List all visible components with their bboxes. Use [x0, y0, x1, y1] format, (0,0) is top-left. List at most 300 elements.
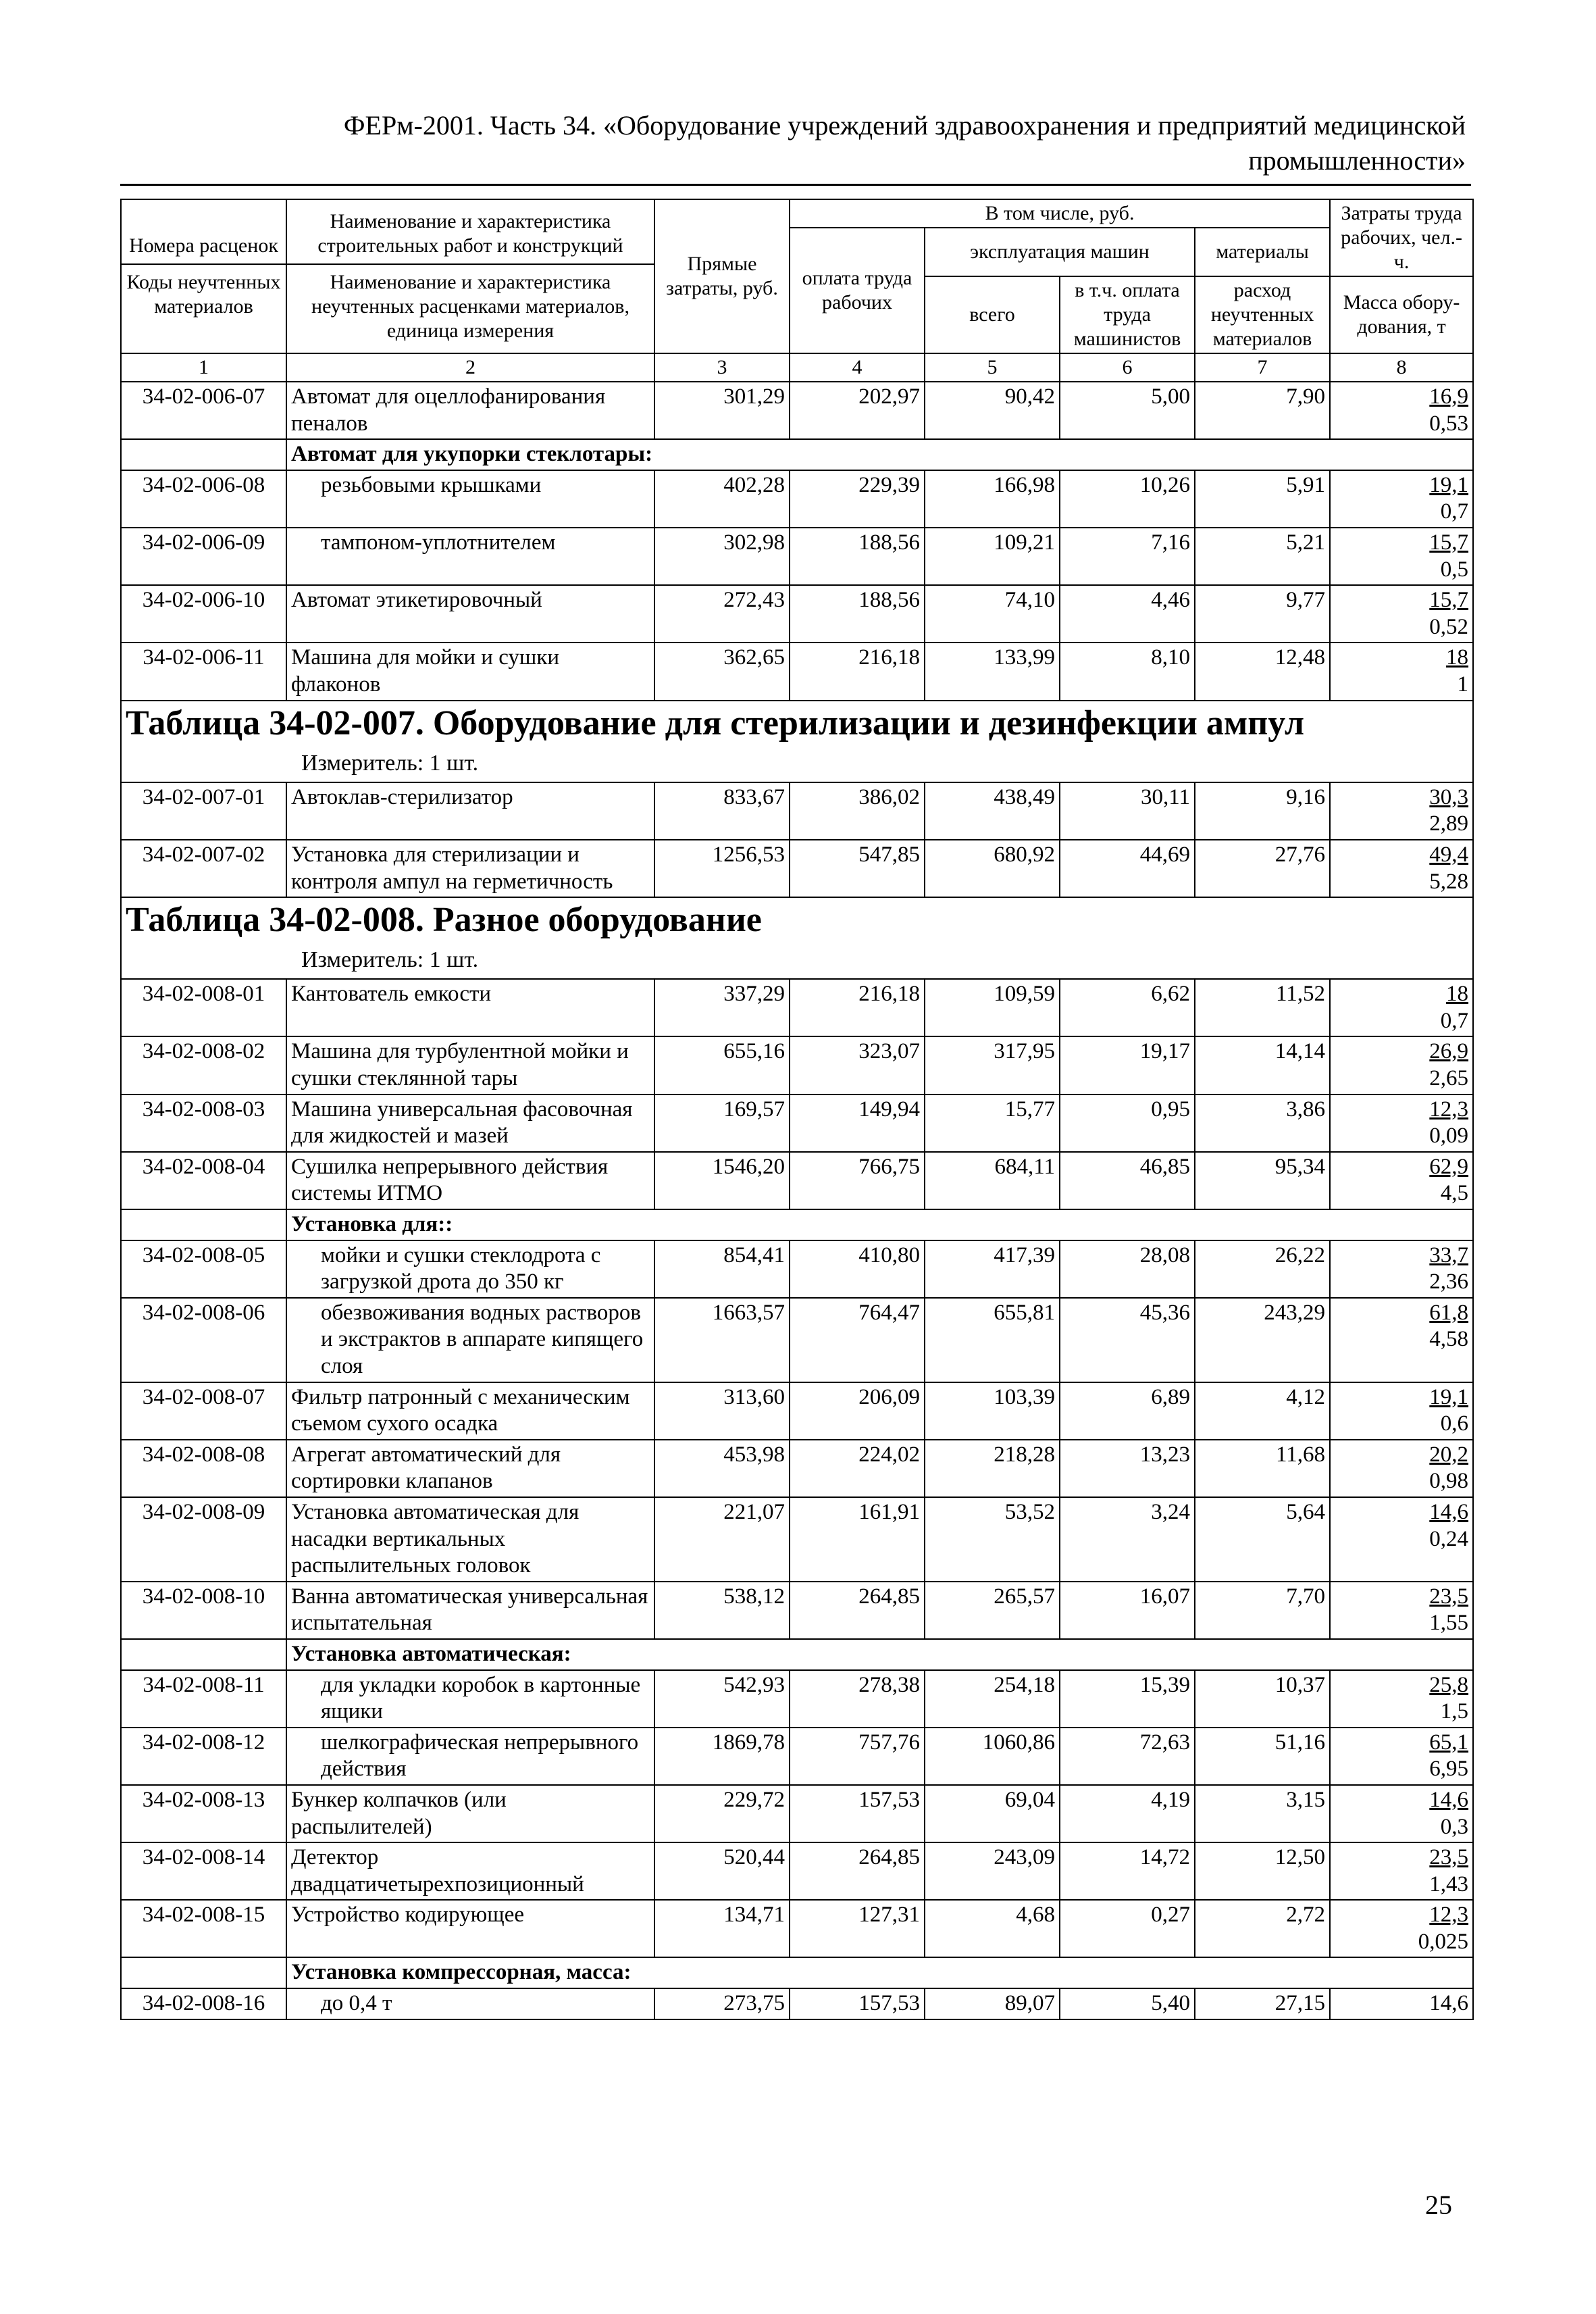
materials-cost: 27,76: [1195, 840, 1330, 897]
work-name: Сушилка непрерывного действия системы ИТМО: [286, 1152, 654, 1209]
labor-and-mass: [1330, 1298, 1473, 1382]
machinist-pay: 15,39: [1060, 1670, 1195, 1728]
col-header-codes-b: Коды неучтенных материалов: [126, 271, 281, 318]
table-row: [121, 1298, 1473, 1382]
labor-pay: 229,39: [790, 470, 925, 528]
equipment-mass: 1,55: [1429, 1611, 1469, 1636]
machinist-pay: 4,46: [1060, 585, 1195, 643]
labor-and-mass: [1330, 470, 1473, 528]
group-heading-row: [121, 1639, 1473, 1670]
direct-cost: 272,43: [654, 585, 790, 643]
labor-and-mass: [1330, 979, 1473, 1036]
labor-pay: 127,31: [790, 1900, 925, 1957]
labor-and-mass: [1330, 1240, 1473, 1298]
table-row: [121, 1785, 1473, 1842]
materials-cost: 7,90: [1195, 382, 1330, 439]
rate-code: 34-02-008-09: [121, 1497, 286, 1582]
table-header: [121, 199, 1473, 382]
labor-hours: 19,1: [1429, 472, 1469, 497]
work-name: тампоном-уплотнителем: [286, 528, 654, 585]
table-row: [121, 1440, 1473, 1497]
group-heading: Установка компрессорная, масса:: [286, 1957, 1473, 1988]
labor-hours: 26,9: [1429, 1039, 1469, 1064]
machinist-pay: 6,89: [1060, 1382, 1195, 1440]
table-row: [121, 643, 1473, 700]
section-34-02-006: [121, 382, 1473, 701]
header-line-2: промышленности»: [1248, 145, 1466, 176]
materials-cost: 12,50: [1195, 1842, 1330, 1900]
group-heading-row: [121, 439, 1473, 470]
equipment-mass: 0,7: [1440, 499, 1469, 524]
machine-cost: 218,28: [925, 1440, 1060, 1497]
labor-and-mass: [1330, 1497, 1473, 1582]
labor-hours: 19,1: [1429, 1384, 1469, 1409]
table-row: [121, 782, 1473, 840]
rate-code: 34-02-008-10: [121, 1582, 286, 1639]
direct-cost: 453,98: [654, 1440, 790, 1497]
machinist-pay: 8,10: [1060, 643, 1195, 700]
col-number-3: 3: [654, 353, 790, 382]
materials-cost: 9,16: [1195, 782, 1330, 840]
machine-cost: 317,95: [925, 1036, 1060, 1094]
labor-hours: 25,8: [1429, 1672, 1469, 1697]
table-title-cell: [121, 897, 1473, 979]
labor-hours: 12,3: [1429, 1097, 1469, 1122]
materials-cost: 243,29: [1195, 1298, 1330, 1382]
labor-pay: 149,94: [790, 1095, 925, 1152]
labor-hours: 23,5: [1429, 1584, 1469, 1609]
equipment-mass: 0,98: [1429, 1469, 1469, 1494]
labor-and-mass: [1330, 782, 1473, 840]
machine-cost: 15,77: [925, 1095, 1060, 1152]
rate-code: 34-02-007-01: [121, 782, 286, 840]
materials-cost: 5,64: [1195, 1497, 1330, 1582]
labor-pay: 323,07: [790, 1036, 925, 1094]
machinist-pay: 6,62: [1060, 979, 1195, 1036]
rate-code: 34-02-006-11: [121, 643, 286, 700]
rate-code: 34-02-008-02: [121, 1036, 286, 1094]
work-name: Автомат для оцеллофанирования пеналов: [286, 382, 654, 439]
machinist-pay: 13,23: [1060, 1440, 1195, 1497]
rate-code: 34-02-008-08: [121, 1440, 286, 1497]
col-header-laborcost: Затраты труда рабочих, чел.-ч.: [1330, 199, 1473, 276]
machine-cost: 89,07: [925, 1988, 1060, 2019]
group-heading: Установка для::: [286, 1209, 1473, 1240]
table-title: Таблица 34-02-008. Разное оборудование: [126, 901, 762, 940]
direct-cost: 402,28: [654, 470, 790, 528]
work-name: Машина для мойки и сушки флаконов: [286, 643, 654, 700]
materials-cost: 27,15: [1195, 1988, 1330, 2019]
labor-pay: 188,56: [790, 585, 925, 643]
col-number-7: 7: [1195, 353, 1330, 382]
labor-hours: 14,6: [1429, 1499, 1469, 1524]
table-row: [121, 1036, 1473, 1094]
materials-cost: 4,12: [1195, 1382, 1330, 1440]
machine-cost: 4,68: [925, 1900, 1060, 1957]
labor-hours: 14,6: [1429, 1787, 1469, 1812]
work-name: Кантователь емкости: [286, 979, 654, 1036]
group-heading-row: [121, 1209, 1473, 1240]
labor-and-mass: [1330, 1036, 1473, 1094]
machine-cost: 133,99: [925, 643, 1060, 700]
direct-cost: 221,07: [654, 1497, 790, 1582]
labor-and-mass: [1330, 1900, 1473, 1957]
col-header-matuse: расход неучтенных материалов: [1195, 276, 1330, 353]
equipment-mass: 0,5: [1440, 557, 1469, 582]
col-header-codes-a: Номера расценок: [129, 234, 278, 257]
direct-cost: 542,93: [654, 1670, 790, 1728]
labor-hours: 16,9: [1429, 384, 1469, 409]
machine-cost: 109,59: [925, 979, 1060, 1036]
materials-cost: 5,91: [1195, 470, 1330, 528]
work-name: резьбовыми крышками: [286, 470, 654, 528]
materials-cost: 26,22: [1195, 1240, 1330, 1298]
labor-pay: 766,75: [790, 1152, 925, 1209]
equipment-mass: 0,53: [1429, 411, 1469, 436]
materials-cost: 14,14: [1195, 1036, 1330, 1094]
table-title-row: [121, 897, 1473, 979]
rates-table: [120, 199, 1474, 2020]
page-header: [317, 108, 1466, 178]
equipment-mass: 1,43: [1429, 1871, 1469, 1896]
labor-pay: 264,85: [790, 1582, 925, 1639]
machinist-pay: 0,95: [1060, 1095, 1195, 1152]
labor-pay: 757,76: [790, 1728, 925, 1785]
rate-code: 34-02-008-12: [121, 1728, 286, 1785]
labor-and-mass: [1330, 1582, 1473, 1639]
direct-cost: 1256,53: [654, 840, 790, 897]
materials-cost: 9,77: [1195, 585, 1330, 643]
machine-cost: 69,04: [925, 1785, 1060, 1842]
labor-pay: 410,80: [790, 1240, 925, 1298]
header-line-1: ФЕРм-2001. Часть 34. «Оборудование учреждений здравоохранения и предприятий медицинской: [343, 110, 1466, 141]
table-row: [121, 585, 1473, 643]
rate-code: 34-02-006-07: [121, 382, 286, 439]
rate-code: 34-02-006-09: [121, 528, 286, 585]
rate-code: 34-02-006-08: [121, 470, 286, 528]
work-name: Автомат этикетировочный: [286, 585, 654, 643]
table-row: [121, 1152, 1473, 1209]
rate-code: 34-02-008-05: [121, 1240, 286, 1298]
rate-code: 34-02-007-02: [121, 840, 286, 897]
machinist-pay: 14,72: [1060, 1842, 1195, 1900]
table-row: [121, 1728, 1473, 1785]
col-number-5: 5: [925, 353, 1060, 382]
rate-code: 34-02-008-11: [121, 1670, 286, 1728]
machine-cost: 680,92: [925, 840, 1060, 897]
direct-cost: 229,72: [654, 1785, 790, 1842]
labor-and-mass: [1330, 1728, 1473, 1785]
machine-cost: 684,11: [925, 1152, 1060, 1209]
machinist-pay: 10,26: [1060, 470, 1195, 528]
rate-code: 34-02-008-15: [121, 1900, 286, 1957]
direct-cost: 655,16: [654, 1036, 790, 1094]
labor-and-mass: [1330, 1670, 1473, 1728]
col-header-name: [286, 199, 654, 353]
machine-cost: 74,10: [925, 585, 1060, 643]
work-name: Машина универсальная фасовочная для жидкостей и мазей: [286, 1095, 654, 1152]
direct-cost: 273,75: [654, 1988, 790, 2019]
col-header-machinists: в т.ч. оплата труда машинистов: [1060, 276, 1195, 353]
machinist-pay: 46,85: [1060, 1152, 1195, 1209]
equipment-mass: 2,89: [1429, 811, 1469, 836]
work-name: Бункер колпачков (или распылителей): [286, 1785, 654, 1842]
machinist-pay: 28,08: [1060, 1240, 1195, 1298]
machine-cost: 109,21: [925, 528, 1060, 585]
labor-hours: 18: [1446, 982, 1469, 1007]
labor-hours: 15,7: [1429, 530, 1469, 555]
direct-cost: 854,41: [654, 1240, 790, 1298]
equipment-mass: 4,58: [1429, 1327, 1469, 1352]
labor-hours: 30,3: [1429, 784, 1469, 809]
table-row: [121, 1988, 1473, 2019]
direct-cost: 520,44: [654, 1842, 790, 1900]
col-header-name-a: Наименование и характеристика строительных работ и конструкций: [317, 210, 623, 257]
table-title: Таблица 34-02-007. Оборудование для стерилизации и дезинфекции ампул: [126, 703, 1305, 743]
measure-unit: Измеритель: 1 шт.: [301, 947, 479, 973]
col-header-direct: Прямые затраты, руб.: [654, 199, 790, 353]
direct-cost: 313,60: [654, 1382, 790, 1440]
direct-cost: 833,67: [654, 782, 790, 840]
machine-cost: 53,52: [925, 1497, 1060, 1582]
table-row: [121, 979, 1473, 1036]
rate-code: 34-02-008-04: [121, 1152, 286, 1209]
direct-cost: 134,71: [654, 1900, 790, 1957]
table-row: [121, 1095, 1473, 1152]
table-row: [121, 1497, 1473, 1582]
machinist-pay: 3,24: [1060, 1497, 1195, 1582]
materials-cost: 5,21: [1195, 528, 1330, 585]
direct-cost: 337,29: [654, 979, 790, 1036]
labor-pay: 157,53: [790, 1988, 925, 2019]
work-name: Установка автоматическая для насадки вертикальных распылительных головок: [286, 1497, 654, 1582]
machinist-pay: 0,27: [1060, 1900, 1195, 1957]
rate-code: 34-02-006-10: [121, 585, 286, 643]
materials-cost: 3,86: [1195, 1095, 1330, 1152]
group-heading: Автомат для укупорки стеклотары:: [286, 439, 1473, 470]
labor-hours: 18: [1446, 645, 1469, 670]
equipment-mass: 2,65: [1429, 1066, 1469, 1091]
col-number-4: 4: [790, 353, 925, 382]
rate-code: 34-02-008-06: [121, 1298, 286, 1382]
work-name: шелкографическая непрерывного действия: [286, 1728, 654, 1785]
labor-and-mass: [1330, 1440, 1473, 1497]
machinist-pay: 5,00: [1060, 382, 1195, 439]
rate-code: 34-02-008-16: [121, 1988, 286, 2019]
work-name: Ванна автоматическая универсальная испытательная: [286, 1582, 654, 1639]
section-34-02-007: [121, 701, 1473, 898]
labor-pay: 216,18: [790, 979, 925, 1036]
direct-cost: 1869,78: [654, 1728, 790, 1785]
equipment-mass: 0,52: [1429, 614, 1469, 639]
materials-cost: 10,37: [1195, 1670, 1330, 1728]
table-row: [121, 1842, 1473, 1900]
col-header-machines: эксплуатация машин: [925, 228, 1195, 276]
page-number: 25: [1425, 2190, 1452, 2220]
machinist-pay: 72,63: [1060, 1728, 1195, 1785]
rates-sheet: [120, 199, 1472, 2138]
labor-pay: 157,53: [790, 1785, 925, 1842]
machine-cost: 655,81: [925, 1298, 1060, 1382]
table-row: [121, 1582, 1473, 1639]
work-name: обезвоживания водных растворов и экстрактов в аппарате кипящего слоя: [286, 1298, 654, 1382]
labor-pay: 224,02: [790, 1440, 925, 1497]
equipment-mass: 0,6: [1440, 1411, 1469, 1436]
labor-and-mass: [1330, 840, 1473, 897]
labor-and-mass: [1330, 1152, 1473, 1209]
direct-cost: 169,57: [654, 1095, 790, 1152]
col-number-2: 2: [286, 353, 654, 382]
machine-cost: 438,49: [925, 782, 1060, 840]
materials-cost: 11,68: [1195, 1440, 1330, 1497]
materials-cost: 2,72: [1195, 1900, 1330, 1957]
group-heading: Установка автоматическая:: [286, 1639, 1473, 1670]
machinist-pay: 5,40: [1060, 1988, 1195, 2019]
work-name: для укладки коробок в картонные ящики: [286, 1670, 654, 1728]
work-name: Детектор двадцатичетырехпозиционный: [286, 1842, 654, 1900]
machine-cost: 417,39: [925, 1240, 1060, 1298]
equipment-mass: 1: [1457, 672, 1469, 697]
labor-pay: 278,38: [790, 1670, 925, 1728]
table-row: [121, 470, 1473, 528]
machine-cost: 1060,86: [925, 1728, 1060, 1785]
direct-cost: 302,98: [654, 528, 790, 585]
labor-pay: 216,18: [790, 643, 925, 700]
equipment-mass: 0,025: [1418, 1929, 1469, 1954]
machinist-pay: 4,19: [1060, 1785, 1195, 1842]
col-header-mass: Масса обору- дования, т: [1330, 276, 1473, 353]
rate-code: 34-02-008-13: [121, 1785, 286, 1842]
table-row: [121, 840, 1473, 897]
col-header-total: всего: [925, 276, 1060, 353]
col-header-materials: материалы: [1195, 228, 1330, 276]
direct-cost: 538,12: [654, 1582, 790, 1639]
labor-hours: 62,9: [1429, 1154, 1469, 1179]
work-name: Устройство кодирующее: [286, 1900, 654, 1957]
rate-code: 34-02-008-14: [121, 1842, 286, 1900]
equipment-mass: 0,7: [1440, 1008, 1469, 1033]
group-heading-blank: [121, 1639, 286, 1670]
machinist-pay: 7,16: [1060, 528, 1195, 585]
rate-code: 34-02-008-01: [121, 979, 286, 1036]
machinist-pay: 45,36: [1060, 1298, 1195, 1382]
col-header-incl: В том числе, руб.: [790, 199, 1330, 228]
machine-cost: 166,98: [925, 470, 1060, 528]
group-heading-blank: [121, 1957, 286, 1988]
col-header-codes: [121, 199, 286, 353]
machinist-pay: 19,17: [1060, 1036, 1195, 1094]
materials-cost: 51,16: [1195, 1728, 1330, 1785]
col-header-name-b: Наименование и характеристика неучтенных расценками материалов, единица измерения: [311, 271, 629, 342]
labor-and-mass: [1330, 1785, 1473, 1842]
machinist-pay: 30,11: [1060, 782, 1195, 840]
labor-and-mass: [1330, 1095, 1473, 1152]
col-header-labor: оплата труда рабочих: [790, 228, 925, 353]
labor-and-mass: [1330, 1842, 1473, 1900]
work-name: Машина для турбулентной мойки и сушки стеклянной тары: [286, 1036, 654, 1094]
machine-cost: 90,42: [925, 382, 1060, 439]
labor-and-mass: [1330, 528, 1473, 585]
col-number-1: 1: [121, 353, 286, 382]
direct-cost: 1546,20: [654, 1152, 790, 1209]
materials-cost: 95,34: [1195, 1152, 1330, 1209]
table-row: [121, 1670, 1473, 1728]
materials-cost: 7,70: [1195, 1582, 1330, 1639]
table-row: [121, 1240, 1473, 1298]
labor-hours: 33,7: [1429, 1242, 1469, 1267]
col-number-8: 8: [1330, 353, 1473, 382]
group-heading-row: [121, 1957, 1473, 1988]
machine-cost: 254,18: [925, 1670, 1060, 1728]
equipment-mass: 0,24: [1429, 1526, 1469, 1551]
labor-and-mass: [1330, 382, 1473, 439]
labor-pay: 386,02: [790, 782, 925, 840]
rate-code: 34-02-008-07: [121, 1382, 286, 1440]
direct-cost: 362,65: [654, 643, 790, 700]
labor-and-mass: [1330, 585, 1473, 643]
work-name: Фильтр патронный с механическим съемом сухого осадка: [286, 1382, 654, 1440]
materials-cost: 12,48: [1195, 643, 1330, 700]
table-row: [121, 382, 1473, 439]
labor-hours: 23,5: [1429, 1845, 1469, 1870]
work-name: мойки и сушки стеклодрота с загрузкой дрота до 350 кг: [286, 1240, 654, 1298]
labor-hours: 15,7: [1429, 588, 1469, 613]
equipment-mass: 6,95: [1429, 1757, 1469, 1782]
measure-unit: Измеритель: 1 шт.: [301, 750, 479, 776]
direct-cost: 301,29: [654, 382, 790, 439]
section-34-02-008: [121, 897, 1473, 2019]
equipment-mass: 0,09: [1429, 1124, 1469, 1149]
work-name: Установка для стерилизации и контроля ампул на герметичность: [286, 840, 654, 897]
labor-hours: 49,4: [1429, 842, 1469, 867]
labor-hours: 14,6: [1330, 1988, 1473, 2019]
equipment-mass: 1,5: [1440, 1699, 1469, 1724]
table-row: [121, 528, 1473, 585]
labor-hours: 61,8: [1429, 1300, 1469, 1325]
labor-pay: 547,85: [790, 840, 925, 897]
work-name: Агрегат автоматический для сортировки клапанов: [286, 1440, 654, 1497]
table-title-row: [121, 701, 1473, 782]
labor-hours: 65,1: [1429, 1730, 1469, 1755]
group-heading-blank: [121, 439, 286, 470]
labor-and-mass: [1330, 1382, 1473, 1440]
materials-cost: 11,52: [1195, 979, 1330, 1036]
labor-pay: 264,85: [790, 1842, 925, 1900]
col-number-6: 6: [1060, 353, 1195, 382]
table-row: [121, 1900, 1473, 1957]
labor-pay: 161,91: [790, 1497, 925, 1582]
machinist-pay: 16,07: [1060, 1582, 1195, 1639]
machine-cost: 243,09: [925, 1842, 1060, 1900]
direct-cost: 1663,57: [654, 1298, 790, 1382]
work-name: до 0,4 т: [286, 1988, 654, 2019]
labor-hours: 12,3: [1429, 1903, 1469, 1928]
machine-cost: 265,57: [925, 1582, 1060, 1639]
equipment-mass: 2,36: [1429, 1269, 1469, 1294]
labor-pay: 202,97: [790, 382, 925, 439]
equipment-mass: 0,3: [1440, 1814, 1469, 1839]
labor-and-mass: [1330, 643, 1473, 700]
labor-pay: 188,56: [790, 528, 925, 585]
materials-cost: 3,15: [1195, 1785, 1330, 1842]
labor-hours: 20,2: [1429, 1442, 1469, 1467]
group-heading-blank: [121, 1209, 286, 1240]
header-rule: [120, 184, 1471, 186]
table-title-cell: [121, 701, 1473, 782]
labor-pay: 206,09: [790, 1382, 925, 1440]
equipment-mass: 4,5: [1440, 1181, 1469, 1206]
rate-code: 34-02-008-03: [121, 1095, 286, 1152]
